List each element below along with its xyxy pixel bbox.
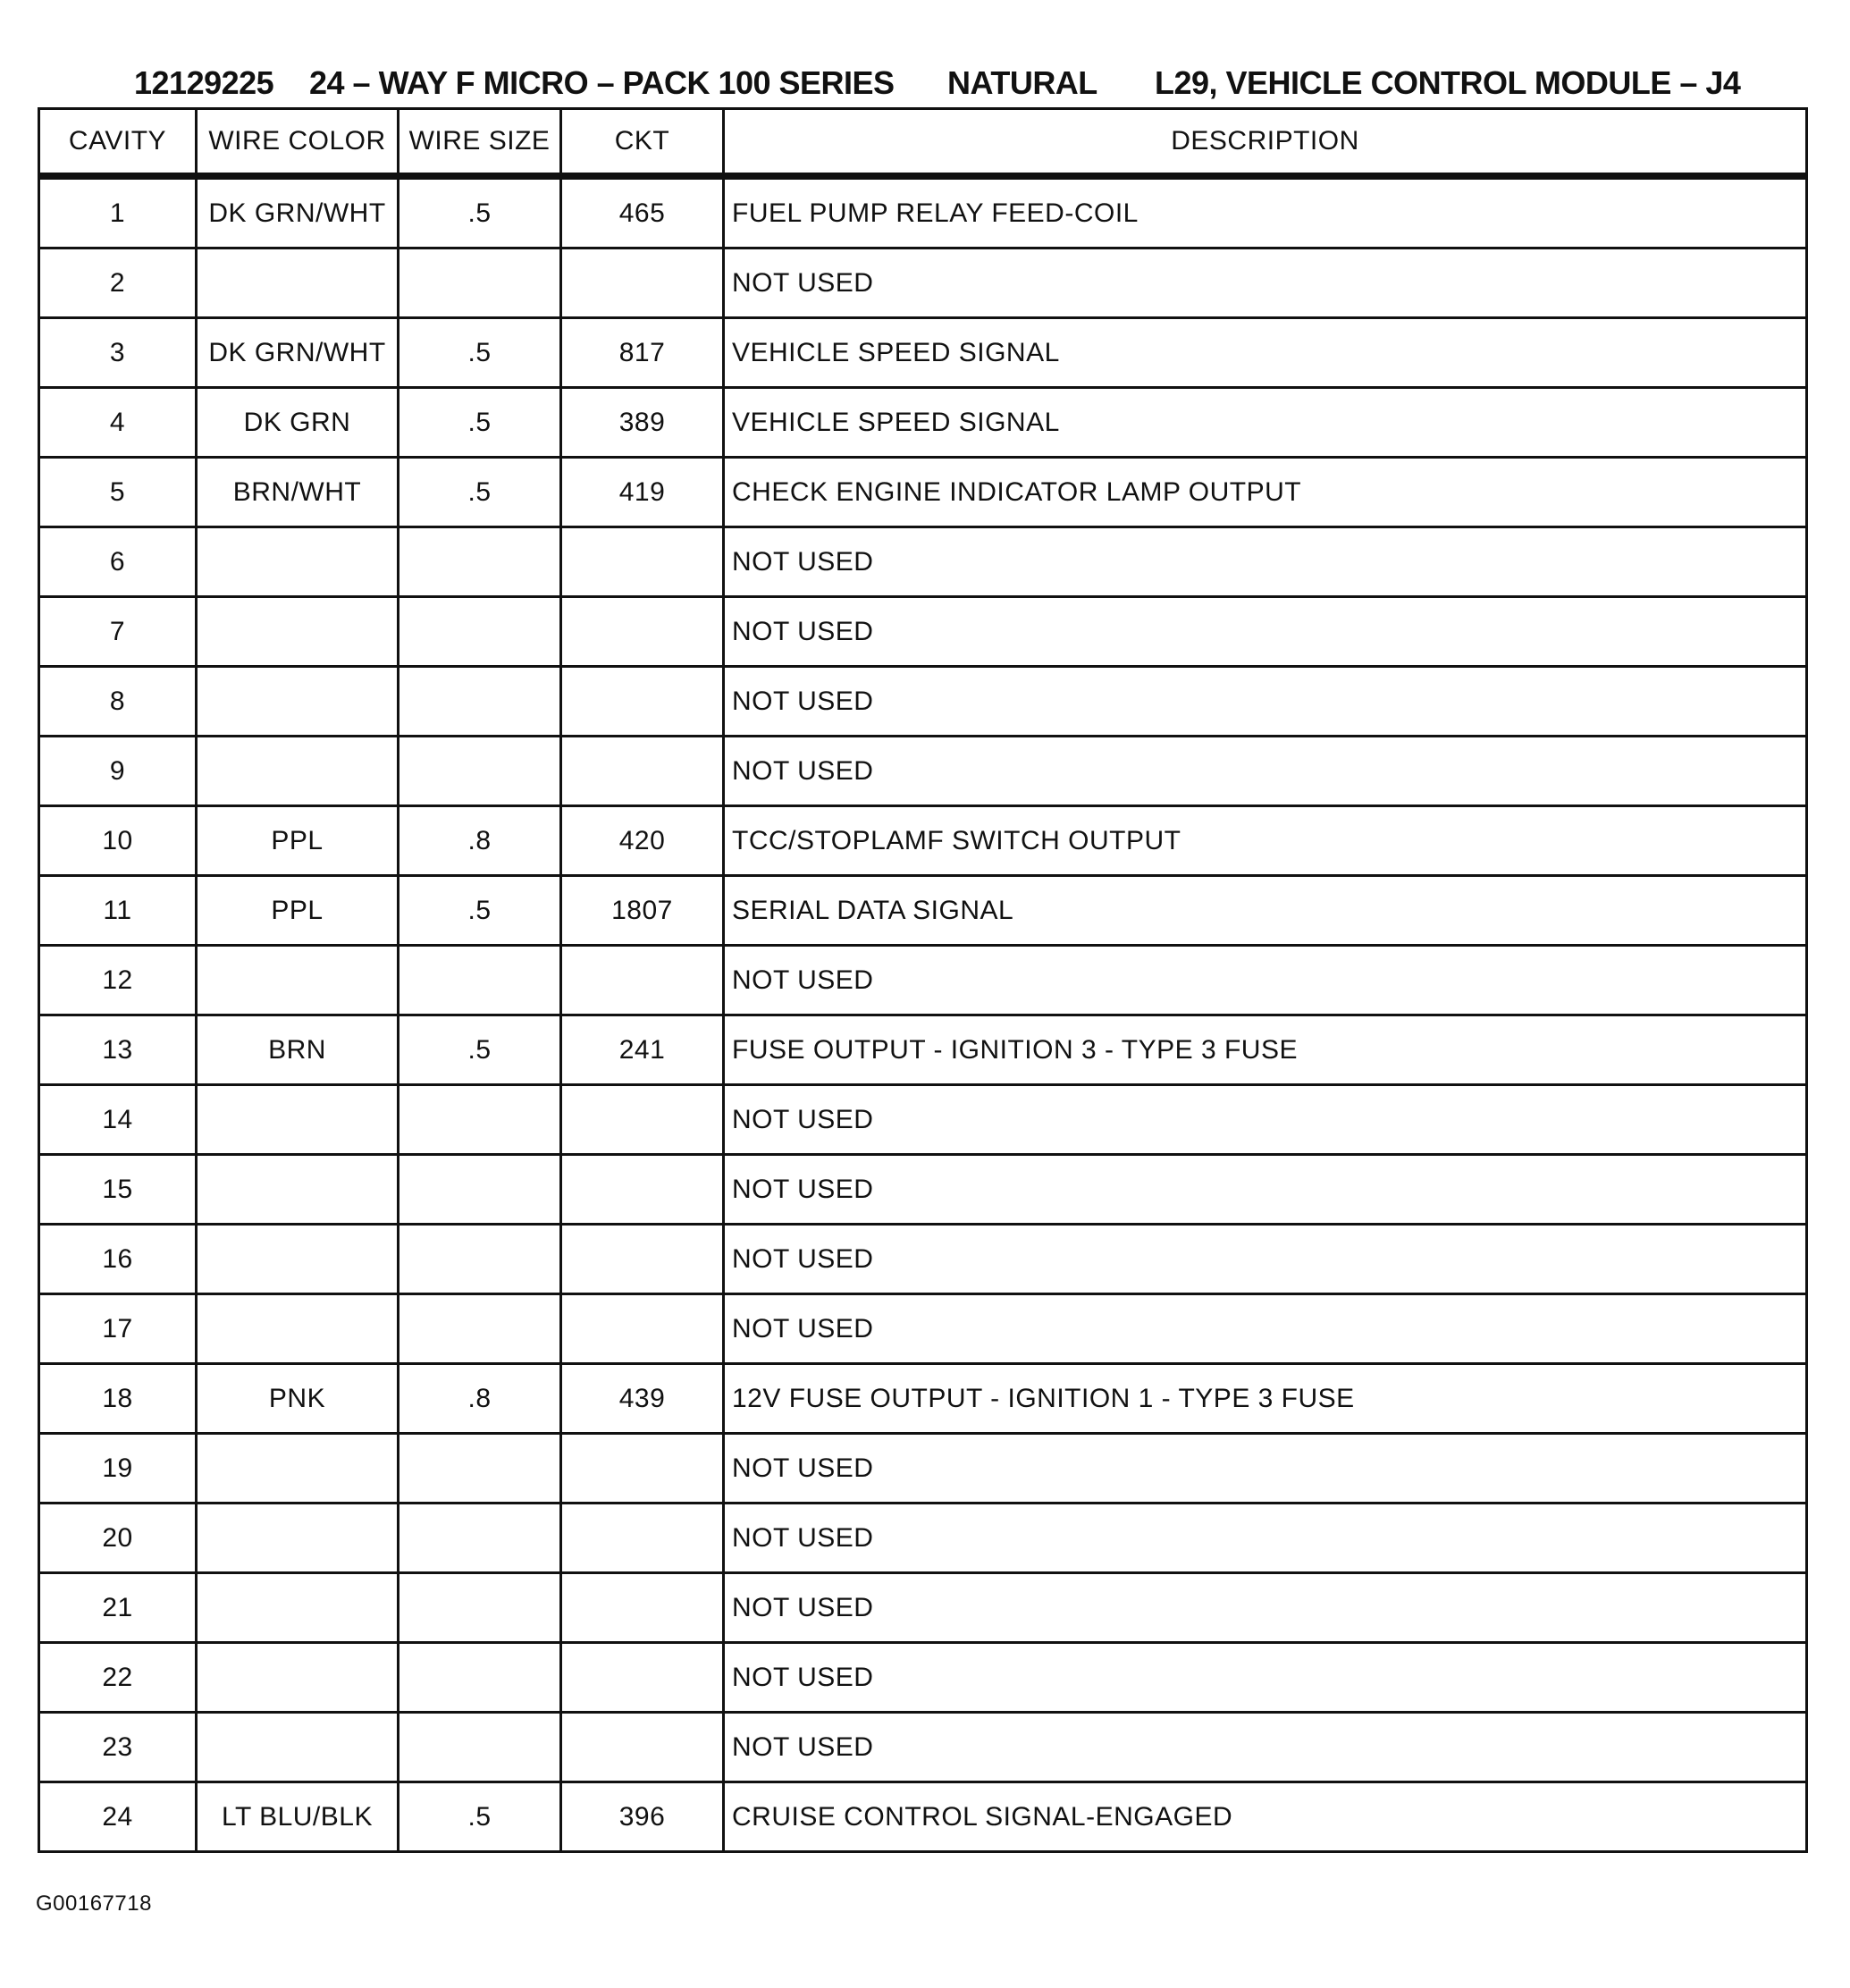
cell-wire-color: BRN/WHT — [197, 458, 399, 527]
cell-cavity: 9 — [39, 737, 197, 806]
cell-cavity: 19 — [39, 1434, 197, 1504]
cell-wire-color: PPL — [197, 806, 399, 876]
cell-description: NOT USED — [724, 1504, 1807, 1573]
table-row — [39, 806, 1807, 876]
table-row — [39, 176, 1807, 248]
cell-cavity: 15 — [39, 1155, 197, 1225]
cell-cavity: 17 — [39, 1294, 197, 1364]
cell-description: NOT USED — [724, 946, 1807, 1015]
cell-wire-size: .5 — [399, 1782, 561, 1852]
cell-ckt: 420 — [561, 806, 724, 876]
cell-wire-color — [197, 1085, 399, 1155]
cell-description: NOT USED — [724, 248, 1807, 318]
cell-description: NOT USED — [724, 527, 1807, 597]
cell-description: NOT USED — [724, 1434, 1807, 1504]
cell-description: NOT USED — [724, 1155, 1807, 1225]
cell-description: FUEL PUMP RELAY FEED-COIL — [724, 176, 1807, 248]
cell-wire-size: .5 — [399, 318, 561, 388]
table-row — [39, 667, 1807, 737]
cell-ckt — [561, 1155, 724, 1225]
cell-ckt — [561, 1643, 724, 1713]
cell-wire-color — [197, 737, 399, 806]
cell-wire-size: .5 — [399, 458, 561, 527]
table-row — [39, 1434, 1807, 1504]
cell-description: CHECK ENGINE INDICATOR LAMP OUTPUT — [724, 458, 1807, 527]
cell-ckt — [561, 667, 724, 737]
cell-cavity: 22 — [39, 1643, 197, 1713]
cell-ckt — [561, 248, 724, 318]
cell-wire-color — [197, 597, 399, 667]
cell-wire-size: .5 — [399, 1015, 561, 1085]
cell-wire-size — [399, 1504, 561, 1573]
table-header-row — [39, 109, 1807, 177]
cell-wire-size: .5 — [399, 388, 561, 458]
cell-ckt: 439 — [561, 1364, 724, 1434]
cell-wire-size — [399, 1643, 561, 1713]
cell-wire-size: .5 — [399, 176, 561, 248]
connector-color: NATURAL — [947, 64, 1097, 101]
cell-ckt: 419 — [561, 458, 724, 527]
cell-ckt: 389 — [561, 388, 724, 458]
cell-description: VEHICLE SPEED SIGNAL — [724, 388, 1807, 458]
pinout-table — [38, 107, 1808, 1853]
table-row — [39, 1713, 1807, 1782]
cell-description: FUSE OUTPUT - IGNITION 3 - TYPE 3 FUSE — [724, 1015, 1807, 1085]
cell-description: NOT USED — [724, 1294, 1807, 1364]
figure-id: G00167718 — [36, 1891, 152, 1916]
module-name: L29, VEHICLE CONTROL MODULE – J4 — [1155, 64, 1741, 101]
cell-cavity: 13 — [39, 1015, 197, 1085]
part-number: 12129225 — [134, 64, 274, 101]
column-header-cavity: CAVITY — [39, 109, 197, 177]
column-header-wire-color: WIRE COLOR — [197, 109, 399, 177]
cell-wire-size — [399, 737, 561, 806]
cell-ckt — [561, 1573, 724, 1643]
cell-description: NOT USED — [724, 667, 1807, 737]
cell-ckt — [561, 1085, 724, 1155]
table-row — [39, 1504, 1807, 1573]
connector-type: 24 – WAY F MICRO – PACK 100 SERIES — [309, 64, 895, 101]
column-header-ckt: CKT — [561, 109, 724, 177]
cell-wire-size — [399, 527, 561, 597]
cell-wire-size — [399, 1085, 561, 1155]
cell-description: 12V FUSE OUTPUT - IGNITION 1 - TYPE 3 FUSE — [724, 1364, 1807, 1434]
cell-cavity: 16 — [39, 1225, 197, 1294]
cell-wire-color: PPL — [197, 876, 399, 946]
table-row — [39, 597, 1807, 667]
cell-ckt — [561, 527, 724, 597]
table-row — [39, 1782, 1807, 1852]
cell-wire-size: .5 — [399, 876, 561, 946]
cell-wire-size — [399, 1573, 561, 1643]
cell-wire-size — [399, 248, 561, 318]
table-row — [39, 737, 1807, 806]
table-row — [39, 318, 1807, 388]
cell-description: CRUISE CONTROL SIGNAL-ENGAGED — [724, 1782, 1807, 1852]
cell-ckt — [561, 1225, 724, 1294]
cell-wire-size — [399, 1225, 561, 1294]
cell-wire-size: .8 — [399, 806, 561, 876]
table-row — [39, 1573, 1807, 1643]
cell-wire-size — [399, 1713, 561, 1782]
cell-cavity: 8 — [39, 667, 197, 737]
cell-cavity: 5 — [39, 458, 197, 527]
cell-wire-color — [197, 1713, 399, 1782]
cell-ckt — [561, 1294, 724, 1364]
cell-wire-color — [197, 1643, 399, 1713]
cell-ckt: 396 — [561, 1782, 724, 1852]
cell-ckt — [561, 1713, 724, 1782]
table-row — [39, 458, 1807, 527]
table-row — [39, 946, 1807, 1015]
table-row — [39, 1294, 1807, 1364]
table-row — [39, 1015, 1807, 1085]
cell-wire-size — [399, 1155, 561, 1225]
cell-cavity: 20 — [39, 1504, 197, 1573]
cell-ckt — [561, 1504, 724, 1573]
cell-description: NOT USED — [724, 1713, 1807, 1782]
cell-cavity: 7 — [39, 597, 197, 667]
connector-header — [0, 54, 1850, 107]
column-header-description: DESCRIPTION — [724, 109, 1807, 177]
cell-cavity: 14 — [39, 1085, 197, 1155]
cell-cavity: 3 — [39, 318, 197, 388]
cell-wire-color — [197, 1434, 399, 1504]
cell-description: NOT USED — [724, 1573, 1807, 1643]
pinout-table-container — [38, 107, 1805, 1853]
cell-wire-color — [197, 248, 399, 318]
cell-ckt: 817 — [561, 318, 724, 388]
cell-cavity: 11 — [39, 876, 197, 946]
cell-wire-color — [197, 1225, 399, 1294]
cell-wire-color — [197, 946, 399, 1015]
cell-wire-color: BRN — [197, 1015, 399, 1085]
cell-wire-color — [197, 667, 399, 737]
table-row — [39, 1364, 1807, 1434]
cell-description: NOT USED — [724, 737, 1807, 806]
cell-description: TCC/STOPLAMF SWITCH OUTPUT — [724, 806, 1807, 876]
cell-ckt — [561, 1434, 724, 1504]
cell-description: SERIAL DATA SIGNAL — [724, 876, 1807, 946]
cell-wire-color: DK GRN/WHT — [197, 318, 399, 388]
table-row — [39, 388, 1807, 458]
cell-ckt: 241 — [561, 1015, 724, 1085]
table-row — [39, 1643, 1807, 1713]
cell-cavity: 23 — [39, 1713, 197, 1782]
cell-wire-size — [399, 597, 561, 667]
table-row — [39, 876, 1807, 946]
table-body — [39, 176, 1807, 1852]
cell-wire-size — [399, 667, 561, 737]
table-row — [39, 1225, 1807, 1294]
cell-wire-color: DK GRN — [197, 388, 399, 458]
cell-wire-size: .8 — [399, 1364, 561, 1434]
cell-ckt — [561, 737, 724, 806]
cell-ckt: 1807 — [561, 876, 724, 946]
cell-wire-color — [197, 527, 399, 597]
cell-cavity: 21 — [39, 1573, 197, 1643]
cell-cavity: 2 — [39, 248, 197, 318]
cell-description: NOT USED — [724, 1085, 1807, 1155]
cell-wire-size — [399, 946, 561, 1015]
cell-cavity: 10 — [39, 806, 197, 876]
cell-ckt: 465 — [561, 176, 724, 248]
cell-cavity: 24 — [39, 1782, 197, 1852]
cell-cavity: 4 — [39, 388, 197, 458]
table-row — [39, 1155, 1807, 1225]
cell-ckt — [561, 946, 724, 1015]
column-header-wire-size: WIRE SIZE — [399, 109, 561, 177]
cell-wire-color: LT BLU/BLK — [197, 1782, 399, 1852]
cell-wire-size — [399, 1294, 561, 1364]
cell-cavity: 1 — [39, 176, 197, 248]
cell-wire-color — [197, 1504, 399, 1573]
cell-description: VEHICLE SPEED SIGNAL — [724, 318, 1807, 388]
cell-description: NOT USED — [724, 597, 1807, 667]
cell-wire-size — [399, 1434, 561, 1504]
cell-wire-color — [197, 1155, 399, 1225]
cell-ckt — [561, 597, 724, 667]
cell-cavity: 12 — [39, 946, 197, 1015]
cell-cavity: 6 — [39, 527, 197, 597]
cell-wire-color: DK GRN/WHT — [197, 176, 399, 248]
table-row — [39, 1085, 1807, 1155]
cell-description: NOT USED — [724, 1225, 1807, 1294]
cell-cavity: 18 — [39, 1364, 197, 1434]
cell-wire-color — [197, 1294, 399, 1364]
cell-description: NOT USED — [724, 1643, 1807, 1713]
table-row — [39, 527, 1807, 597]
cell-wire-color — [197, 1573, 399, 1643]
cell-wire-color: PNK — [197, 1364, 399, 1434]
table-row — [39, 248, 1807, 318]
